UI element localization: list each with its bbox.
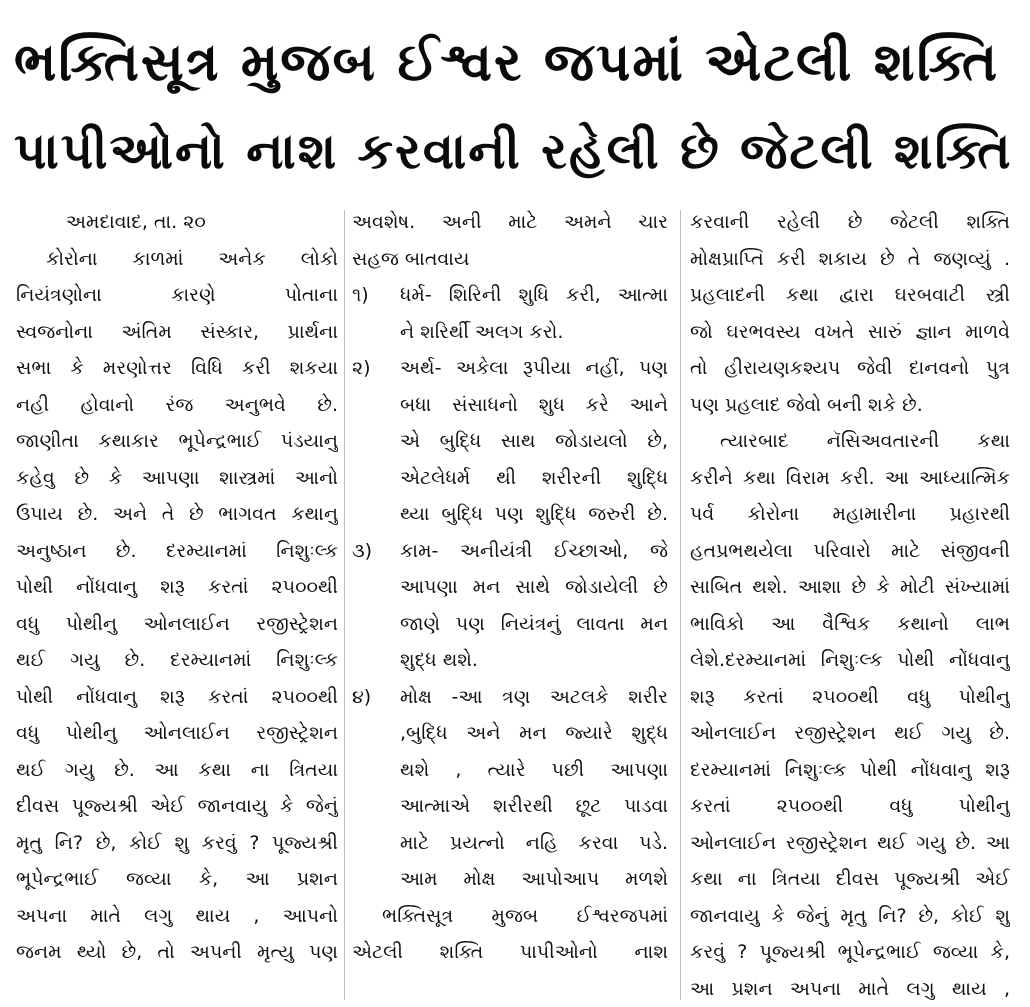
body-line: જનમ થ્યો છે, તો અપની મૃત્યુ પણ [16, 934, 338, 971]
body-line: ત્યારબાદ નૅસિઅવતારની કથા [690, 423, 1010, 460]
body-line: કરવાની રહેલી છે જેટલી શક્તિ [690, 204, 1010, 241]
list-item-line: ધર્મ- શિરિની શુધિ કરી, આત્મા [400, 277, 668, 314]
list-item-line: શુદ્ધ થશે. [400, 642, 668, 679]
body-line: અપના માતે લગુ થાય , આપનો [16, 898, 338, 935]
body-line: મૃતુ નિ? છે, કોઈ શુ કરવું ? પૂજ્યશ્રી [16, 825, 338, 862]
body-line: જાનવાયુ કે જેનું મૃતુ નિ? છે, કોઈ શુ [690, 898, 1010, 935]
list-item-line: આપણા મન સાથે જોડાયેલી છે [400, 569, 668, 606]
body-line: હતપ્રભથયેલા પરિવારો માટે સંજીવની [690, 533, 1010, 570]
list-item-line: બધા સંસાધનો શુધ કરે આને [400, 387, 668, 424]
list-item [352, 533, 668, 679]
body-line: પોથી નોંધવાનુ શરૂ કરતાં ૨૫૦૦થી [16, 679, 338, 716]
body-line: અનુષ્ઠાન છે. દરમ્યાનમાં નિશુઃલ્ક [16, 533, 338, 570]
list-item-line: અર્થ- અકેલા રૂપીયા નહીં, પણ [400, 350, 668, 387]
column-divider [344, 210, 345, 1000]
body-line: કરીને કથા વિરામ કરી. આ આધ્યાત્મિક [690, 460, 1010, 497]
body-line: ભૂપેન્દ્રભાઈ જવ્યા કે, આ પ્રશન [16, 861, 338, 898]
body-line: અવશેષ. અની માટે અમને ચાર [352, 204, 668, 241]
body-line: સ્વજનોના અંતિમ સંસ્કાર, પ્રાર્થના [16, 314, 338, 351]
list-item [352, 679, 668, 898]
body-line: જાણીતા કથાકાર ભૂપેન્દ્રભાઈ પંડયાનુ [16, 423, 338, 460]
list-item [352, 350, 668, 533]
body-line: લેશે.દરમ્યાનમાં નિશુઃલ્ક પોથી નોંધવાનુ [690, 642, 1010, 679]
dateline: અમદાવાદ, તા. ૨૦ [16, 204, 338, 241]
body-line: કરતાં ૨૫૦૦થી વધુ પોથીનુ [690, 788, 1010, 825]
body-line: થઈ ગયુ છે. દરમ્યાનમાં નિશુઃલ્ક [16, 642, 338, 679]
body-line: શરૂ કરતાં ૨૫૦૦થી વધુ પોથીનુ [690, 679, 1010, 716]
body-line: ભાવિકો આ વૈશ્વિક કથાનો લાભ [690, 606, 1010, 643]
body-line: જો ઘરભવસ્ય વખતે સારું જ્ઞાન માળવે [690, 314, 1010, 351]
body-line: દીવસ પૂજ્યશ્રી એઈ જાનવાયુ કે જેનું [16, 788, 338, 825]
list-item [352, 277, 668, 350]
body-line: કહેવુ છે કે આપણા શાસ્ત્રમાં આનો [16, 460, 338, 497]
list-item-line: થ્યા બુદ્ધિ પણ શુદ્ધિ જરુરી છે. [400, 496, 668, 533]
list-item-line: કામ- અનીયંત્રી ઈચ્છાઓ, જે [400, 533, 668, 570]
body-line: ભક્તિસૂત્ર મુજબ ઈશ્વરજપમાં [352, 898, 668, 935]
body-line: ઓનલાઈન રજીસ્ટ્રેશન થઈ ગયુ છે. [690, 715, 1010, 752]
list-item-line: મોક્ષ -આ ત્રણ અટલકે શરીર [400, 679, 668, 716]
body-line: પ્રહલાદની કથા દ્વારા ઘરબવાટી સ્ત્રી [690, 277, 1010, 314]
list-item-line: ,બુદ્ધિ અને મન જ્યારે શુદ્ધ [400, 715, 668, 752]
list-item-line: આત્માએ શરીરથી છૂટ પાડવા [400, 788, 668, 825]
body-line: ઓનલાઈન રજીસ્ટ્રેશન થઈ ગયુ છે. આ [690, 825, 1010, 862]
headline-line-1: ભક્તિસૂત્ર મુજબ ઈશ્વર જપમાં એટલી શક્તિ [14, 18, 1016, 108]
list-item-number: ૩) [352, 533, 400, 679]
body-line: સહજ બાતવાય [352, 241, 668, 278]
body-line: પણ પ્રહલાદ જેવો બની શકે છે. [690, 387, 1010, 424]
body-line: કથા ના ત્રિતયા દીવસ પૂજ્યશ્રી એઈ [690, 861, 1010, 898]
body-line: કોરોના કાળમાં અનેક લોકો [16, 241, 338, 278]
list-item-line: થશે , ત્યારે પછી આપણા [400, 752, 668, 789]
body-line: તો હીરાયણકશ્યપ જેવી દાનવનો પુત્ર [690, 350, 1010, 387]
article-column-1 [16, 204, 338, 971]
article-column-3 [690, 204, 1010, 1007]
body-line: આ પ્રશન અપના માતે લગુ થાય , [690, 971, 1010, 1007]
body-line: સાબિત થશે. આશા છે કે મોટી સંખ્યામાં [690, 569, 1010, 606]
body-line: નિયંત્રણોના કારણે પોતાના [16, 277, 338, 314]
headline-line-2: પાપીઓનો નાશ કરવાની રહેલી છે જેટલી શક્તિ [14, 106, 1016, 196]
list-item-line: એટલેધર્મ થી શરીરની શુદ્ધિ [400, 460, 668, 497]
body-line: વધુ પોથીનુ ઓનલાઈન રજીસ્ટ્રેશન [16, 606, 338, 643]
body-line: નહી હોવાનો રંજ અનુભવે છે. [16, 387, 338, 424]
list-item-line: ને શરિર્થી અલગ કરો. [400, 314, 668, 351]
body-line: થઈ ગયુ છે. આ કથા ના ત્રિતયા [16, 752, 338, 789]
body-line: મોક્ષપ્રાપ્તિ કરી શકાય છે તે જણવ્યું . [690, 241, 1010, 278]
list-item-line: એ બુદ્ધિ સાથ જોડાયલો છે, [400, 423, 668, 460]
list-item-number: ૧) [352, 277, 400, 350]
body-line: કરવું ? પૂજ્યશ્રી ભૂપેન્દ્રભાઈ જવ્યા કે, [690, 934, 1010, 971]
body-line: ઉપાય છે. અને તે છે ભાગવત કથાનુ [16, 496, 338, 533]
body-line: દરમ્યાનમાં નિશુઃલ્ક પોથી નોંધવાનુ શરૂ [690, 752, 1010, 789]
list-item-line: માટે પ્રયત્નો નહિ કરવા પડે. [400, 825, 668, 862]
article-column-2 [352, 204, 668, 971]
body-line: પર્વ કોરોના મહામારીના પ્રહારથી [690, 496, 1010, 533]
list-item-number: ૪) [352, 679, 400, 898]
list-item-line: આમ મોક્ષ આપોઆપ મળશે [400, 861, 668, 898]
column-divider [680, 210, 681, 1000]
body-line: વધુ પોથીનુ ઓનલાઈન રજીસ્ટ્રેશન [16, 715, 338, 752]
list-item-line: જાણે પણ નિયંત્રનું લાવતા મન [400, 606, 668, 643]
body-line: પોથી નોંધવાનુ શરૂ કરતાં ૨૫૦૦થી [16, 569, 338, 606]
list-item-number: ૨) [352, 350, 400, 533]
body-line: સભા કે મરણોત્તર વિધિ કરી શકયા [16, 350, 338, 387]
body-line: એટલી શક્તિ પાપીઓનો નાશ [352, 934, 668, 971]
